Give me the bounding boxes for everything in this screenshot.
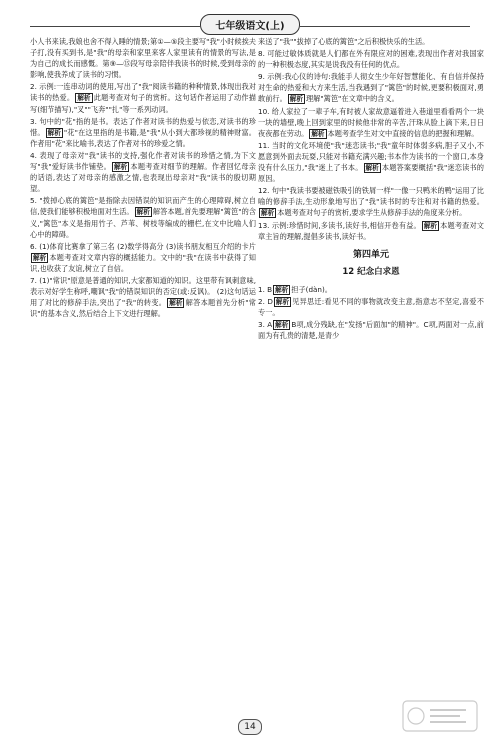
analysis-text: 解答本题,首先要理解"篱笆"的含义,"篱笆"本义是指用竹子、芦苇、树枝等编成的栅栏,在文中比喻人们心中的障碍。	[30, 207, 256, 239]
analysis-tag: 解析	[136, 208, 150, 217]
right-column	[258, 36, 484, 342]
analysis-tag: 解析	[365, 164, 379, 173]
analysis-tag: 解析	[169, 299, 183, 308]
answer-paragraph	[30, 81, 256, 114]
analysis-text: 本题考查对文章内容的概括能力。文中的"我"在读书中获得了知识,也收获了友谊,树立了自信。	[30, 252, 256, 273]
paragraph-text: 来送了"我""拔掉了心底的篱笆"之后积极快乐的生活。	[258, 37, 430, 46]
answer-paragraph	[258, 106, 484, 139]
paragraph-text: 小人书来读,我娘也舍不得入睡的情景;第①—⑤段主要写"我"小时候挨夫子打,没有买到书,是"我"的母亲和家里来客人家里读有的情景的写法,是为自己的成长而感慨。第⑨—⑮段写母亲陪伴我读书的时候,受到母亲的影响,使我养成了读书的习惯。	[30, 37, 256, 80]
lesson-answer	[258, 284, 484, 295]
watermark-stamp	[402, 700, 478, 732]
analysis-text: 此题考查对句子的赏析。这句话作者运用了动作描写(细节描写),"叉""飞奔""扎"等一系列动词。	[30, 93, 256, 114]
left-column	[30, 36, 256, 320]
analysis-tag: 解析	[275, 321, 289, 330]
answer-paragraph	[30, 150, 256, 194]
analysis-tag: 解析	[275, 297, 290, 306]
lesson-answer	[258, 319, 484, 341]
answer-paragraph	[30, 116, 256, 149]
paragraph-text: 7. (1)"常识"原意是普通的知识,大家都知道的知识。这里带有讽刺意味,表示对好学生称呼,嘲讽"我"的错误知识的否定(或:反讽)。 (2)这句话运用了对比的修辞手法,突出了"我"的转变。	[30, 275, 256, 308]
paragraph-text: 9. 示例:我心仪的诗句:我能手人彻女生少年好智慧能化、有自信并保持对生命的热爱和大方来生活,当我遇到了"篱笆"的时候,更要积极面对,勇敢前行。	[258, 72, 484, 104]
analysis-text: 解答本题首先分析"常识"的基本含义,然后结合上下文进行理解。	[30, 298, 256, 319]
paragraph-text: 4. 表现了母亲对"我"读书的支持,强化作者对读书的珍惜之情,为下文写"我"爱好读书作铺垫。	[30, 150, 256, 172]
paragraph-text: 3. 句中的"花"指的是书。表达了作者对读书的热爱与依恋,对读书的珍惜。	[30, 116, 256, 137]
paragraph-text: 13. 示例:珍惜时间,多读书,读好书,相信开卷有益。	[258, 220, 421, 230]
paragraph-text: 2. D	[258, 296, 273, 306]
page-header	[0, 14, 500, 35]
answer-paragraph	[30, 241, 256, 274]
analysis-tag: 解析	[33, 253, 47, 262]
analysis-text: "花"在这里指的是书籍,是"我"从小到大都珍视的精神财富。作者用"花"来比喻书,表达了作者对书的珍爱之情。	[30, 127, 256, 148]
paragraph-text: 2. 示例:一连串动词的使用,写出了"我"阅读书籍的种种情景,体现出我对读书的热爱。	[30, 82, 256, 103]
answer-paragraph	[258, 220, 484, 242]
analysis-text: 本题考查对细节的理解。作者回忆母亲的话语,表达了对母亲的感激之情,也表现出母亲对"我"读书的殷切期望。	[30, 162, 256, 194]
answer-paragraph	[30, 275, 256, 319]
analysis-tag: 解析	[275, 285, 289, 294]
answer-paragraph	[30, 36, 256, 80]
analysis-text: B项,成分残缺,在"发扬"后面加"的精神"。C项,两面对一点,前面为有孔贵的清楚,是青少	[258, 320, 484, 341]
paragraph-text: 6. (1)体育比赛拿了第三名 (2)数学得高分 (3)读书朋友相互介绍的卡片	[30, 241, 256, 251]
analysis-tag: 解析	[423, 221, 438, 230]
paragraph-text: 5. "拨掉心底的篱笆"是指除去因错误的知识而产生的心理障碍,树立自信,使我们能够积极地面对生活。	[30, 196, 256, 217]
analysis-tag: 解析	[261, 209, 275, 218]
analysis-text: 见异思迁:看见不同的事物就改变主意,指意志不坚定,喜爱不专一。	[258, 296, 484, 318]
header-rule-left	[30, 26, 200, 27]
page-number: 14	[238, 719, 262, 735]
analysis-text: 本题答案要概括"我"迷恋读书的原因。	[258, 163, 484, 184]
answer-paragraph	[258, 140, 484, 184]
paragraph-text: 3. A	[258, 320, 273, 330]
paragraph-text: 12. 句中"我读书要被磁铁吸引的铁屑一样"一像一只鸭米的鸭"运用了比喻的修辞手法,生动形象地写出了"我"读书时的专注和对书籍的热爱。	[258, 186, 484, 207]
answer-paragraph	[258, 36, 484, 47]
answer-items	[258, 284, 484, 341]
analysis-tag: 解析	[114, 163, 128, 172]
paragraph-text: 1. B	[258, 284, 273, 294]
analysis-tag: 解析	[77, 94, 91, 103]
paragraph-text: 8. 可能过敏体质就是人们都在外有限应对的困难,表现出作者对我国家的一种积极态度,其实是说我没有任何的优点。	[258, 49, 484, 70]
analysis-text: 担子(dàn)。	[291, 284, 332, 294]
answer-paragraph	[258, 48, 484, 70]
paragraph-text: 10. 给人家拉了一辈子车,有时被人家故意逼着进入巷道里看看两个一块一块的墙壁,晚上回到家里的时候他非常的辛苦,汗珠从脸上滴下来,日日夜夜都在劳动。	[258, 106, 484, 138]
analysis-tag: 解析	[47, 128, 61, 137]
analysis-tag: 解析	[289, 95, 303, 104]
paragraph-text: 11. 当时的文化环境使"我"迷恋读书;"我"童年时体弱多病,胆子又小,不愿意到外面去玩耍,只能对书籍充满兴趣;书本作为读书的一个窗口,本身没有什么压力,"我"迷上了书本。	[258, 140, 484, 173]
analysis-text: 理解"篱笆"在文章中的含义。	[305, 94, 399, 104]
right-column-items	[258, 36, 484, 242]
answer-paragraph	[258, 71, 484, 104]
analysis-text: 本题考查对文章主旨的理解,提倡多读书,读好书。	[258, 220, 484, 241]
analysis-tag: 解析	[311, 129, 325, 138]
analysis-text: 本题考查学生对文中直接的信息的把握和理解。	[327, 128, 479, 138]
analysis-text: 本题考查对句子的赏析,要求学生从修辞手法的角度来分析。	[277, 208, 467, 218]
header-rule-right	[300, 26, 470, 27]
book-title: 七年级语文(上)	[200, 14, 299, 35]
unit-title: 第四单元	[352, 249, 389, 260]
answer-paragraph	[258, 185, 484, 218]
lesson-answer	[258, 296, 484, 318]
answer-paragraph	[30, 195, 256, 239]
lesson-title: 12 纪念白求恩	[342, 266, 400, 277]
